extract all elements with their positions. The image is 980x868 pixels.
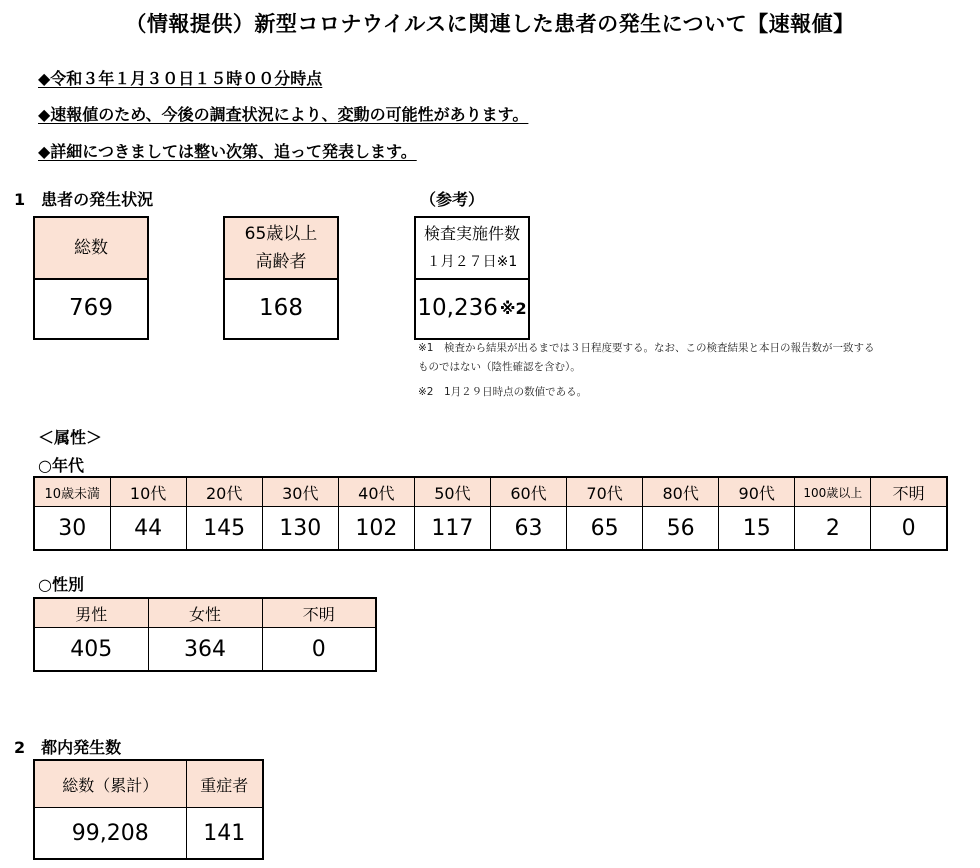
preliminary-notice-bullet: ◆速報値のため、今後の調査状況により、変動の可能性があります。 <box>38 105 529 124</box>
attributes-heading: ＜属性＞ <box>38 428 103 447</box>
age-value-90s: 15 <box>719 507 795 551</box>
tests-label-line2: １月２７日※1 <box>426 254 518 270</box>
elderly-value: 168 <box>259 295 303 321</box>
age-table <box>33 476 948 551</box>
age-header-20s: 20代 <box>186 477 262 507</box>
reference-label: （参考） <box>420 190 485 209</box>
cumulative-table <box>33 759 264 860</box>
age-value-20s: 145 <box>186 507 262 551</box>
section1-heading: 1 患者の発生状況 <box>14 190 154 209</box>
age-value-row <box>34 507 947 551</box>
cumulative-value-row <box>34 808 263 860</box>
details-notice-bullet: ◆詳細につきましては整い次第、追って発表します。 <box>38 142 417 161</box>
cumulative-value-total: 99,208 <box>34 808 186 860</box>
age-header-10s: 10代 <box>110 477 186 507</box>
elderly-label-line2: 高齢者 <box>255 252 307 272</box>
gender-header-male: 男性 <box>34 598 148 628</box>
age-header-under10: 10歳未満 <box>34 477 110 507</box>
footnote-2: ※2 1月２９日時点の数値である。 <box>418 386 588 398</box>
page-title: （情報提供）新型コロナウイルスに関連した患者の発生について【速報値】 <box>125 12 855 36</box>
timestamp-bullet: ◆令和３年１月３０日１５時００分時点 <box>38 69 323 88</box>
tests-label <box>416 218 528 280</box>
age-header-50s: 50代 <box>414 477 490 507</box>
gender-value-female: 364 <box>148 628 262 672</box>
gender-table <box>33 597 377 672</box>
age-header-30s: 30代 <box>262 477 338 507</box>
elderly-label <box>225 218 337 280</box>
footnote-1a: ※1 検査から結果が出るまでは３日程度要する。なお、この検査結果と本日の報告数が一致する <box>418 342 875 354</box>
cumulative-value-severe: 141 <box>186 808 263 860</box>
age-header-row <box>34 477 947 507</box>
age-heading: ○年代 <box>38 456 84 475</box>
tests-box <box>414 216 530 340</box>
cumulative-header-row <box>34 760 263 808</box>
elderly-patients-box <box>223 216 339 340</box>
tests-value-note: ※2 <box>499 298 527 318</box>
total-label: 総数 <box>35 218 147 280</box>
age-header-100plus: 100歳以上 <box>795 477 871 507</box>
gender-header-female: 女性 <box>148 598 262 628</box>
gender-value-row <box>34 628 376 672</box>
age-value-40s: 102 <box>338 507 414 551</box>
age-header-90s: 90代 <box>719 477 795 507</box>
age-header-80s: 80代 <box>643 477 719 507</box>
cumulative-header-total: 総数（累計） <box>34 760 186 808</box>
tests-label-line1: 検査実施件数 <box>423 224 520 243</box>
gender-value-male: 405 <box>34 628 148 672</box>
age-value-under10: 30 <box>34 507 110 551</box>
cumulative-header-severe: 重症者 <box>186 760 263 808</box>
footnote-1b: ものではない（陰性確認を含む）。 <box>418 361 581 373</box>
age-value-10s: 44 <box>110 507 186 551</box>
age-header-40s: 40代 <box>338 477 414 507</box>
age-value-80s: 56 <box>643 507 719 551</box>
age-value-60s: 63 <box>490 507 566 551</box>
age-header-60s: 60代 <box>490 477 566 507</box>
section2-heading: 2 都内発生数 <box>14 738 122 757</box>
total-patients-box <box>33 216 149 340</box>
age-header-unknown: 不明 <box>871 477 947 507</box>
gender-heading: ○性別 <box>38 575 84 594</box>
age-header-70s: 70代 <box>567 477 643 507</box>
tests-value: 10,236 <box>417 295 498 321</box>
gender-header-unknown: 不明 <box>262 598 376 628</box>
age-value-50s: 117 <box>414 507 490 551</box>
age-value-70s: 65 <box>567 507 643 551</box>
age-value-30s: 130 <box>262 507 338 551</box>
gender-header-row <box>34 598 376 628</box>
age-value-100plus: 2 <box>795 507 871 551</box>
gender-value-unknown: 0 <box>262 628 376 672</box>
age-value-unknown: 0 <box>871 507 947 551</box>
total-value: 769 <box>69 295 113 321</box>
tests-value-row <box>416 278 528 338</box>
elderly-label-line1: 65歳以上 <box>244 224 318 244</box>
